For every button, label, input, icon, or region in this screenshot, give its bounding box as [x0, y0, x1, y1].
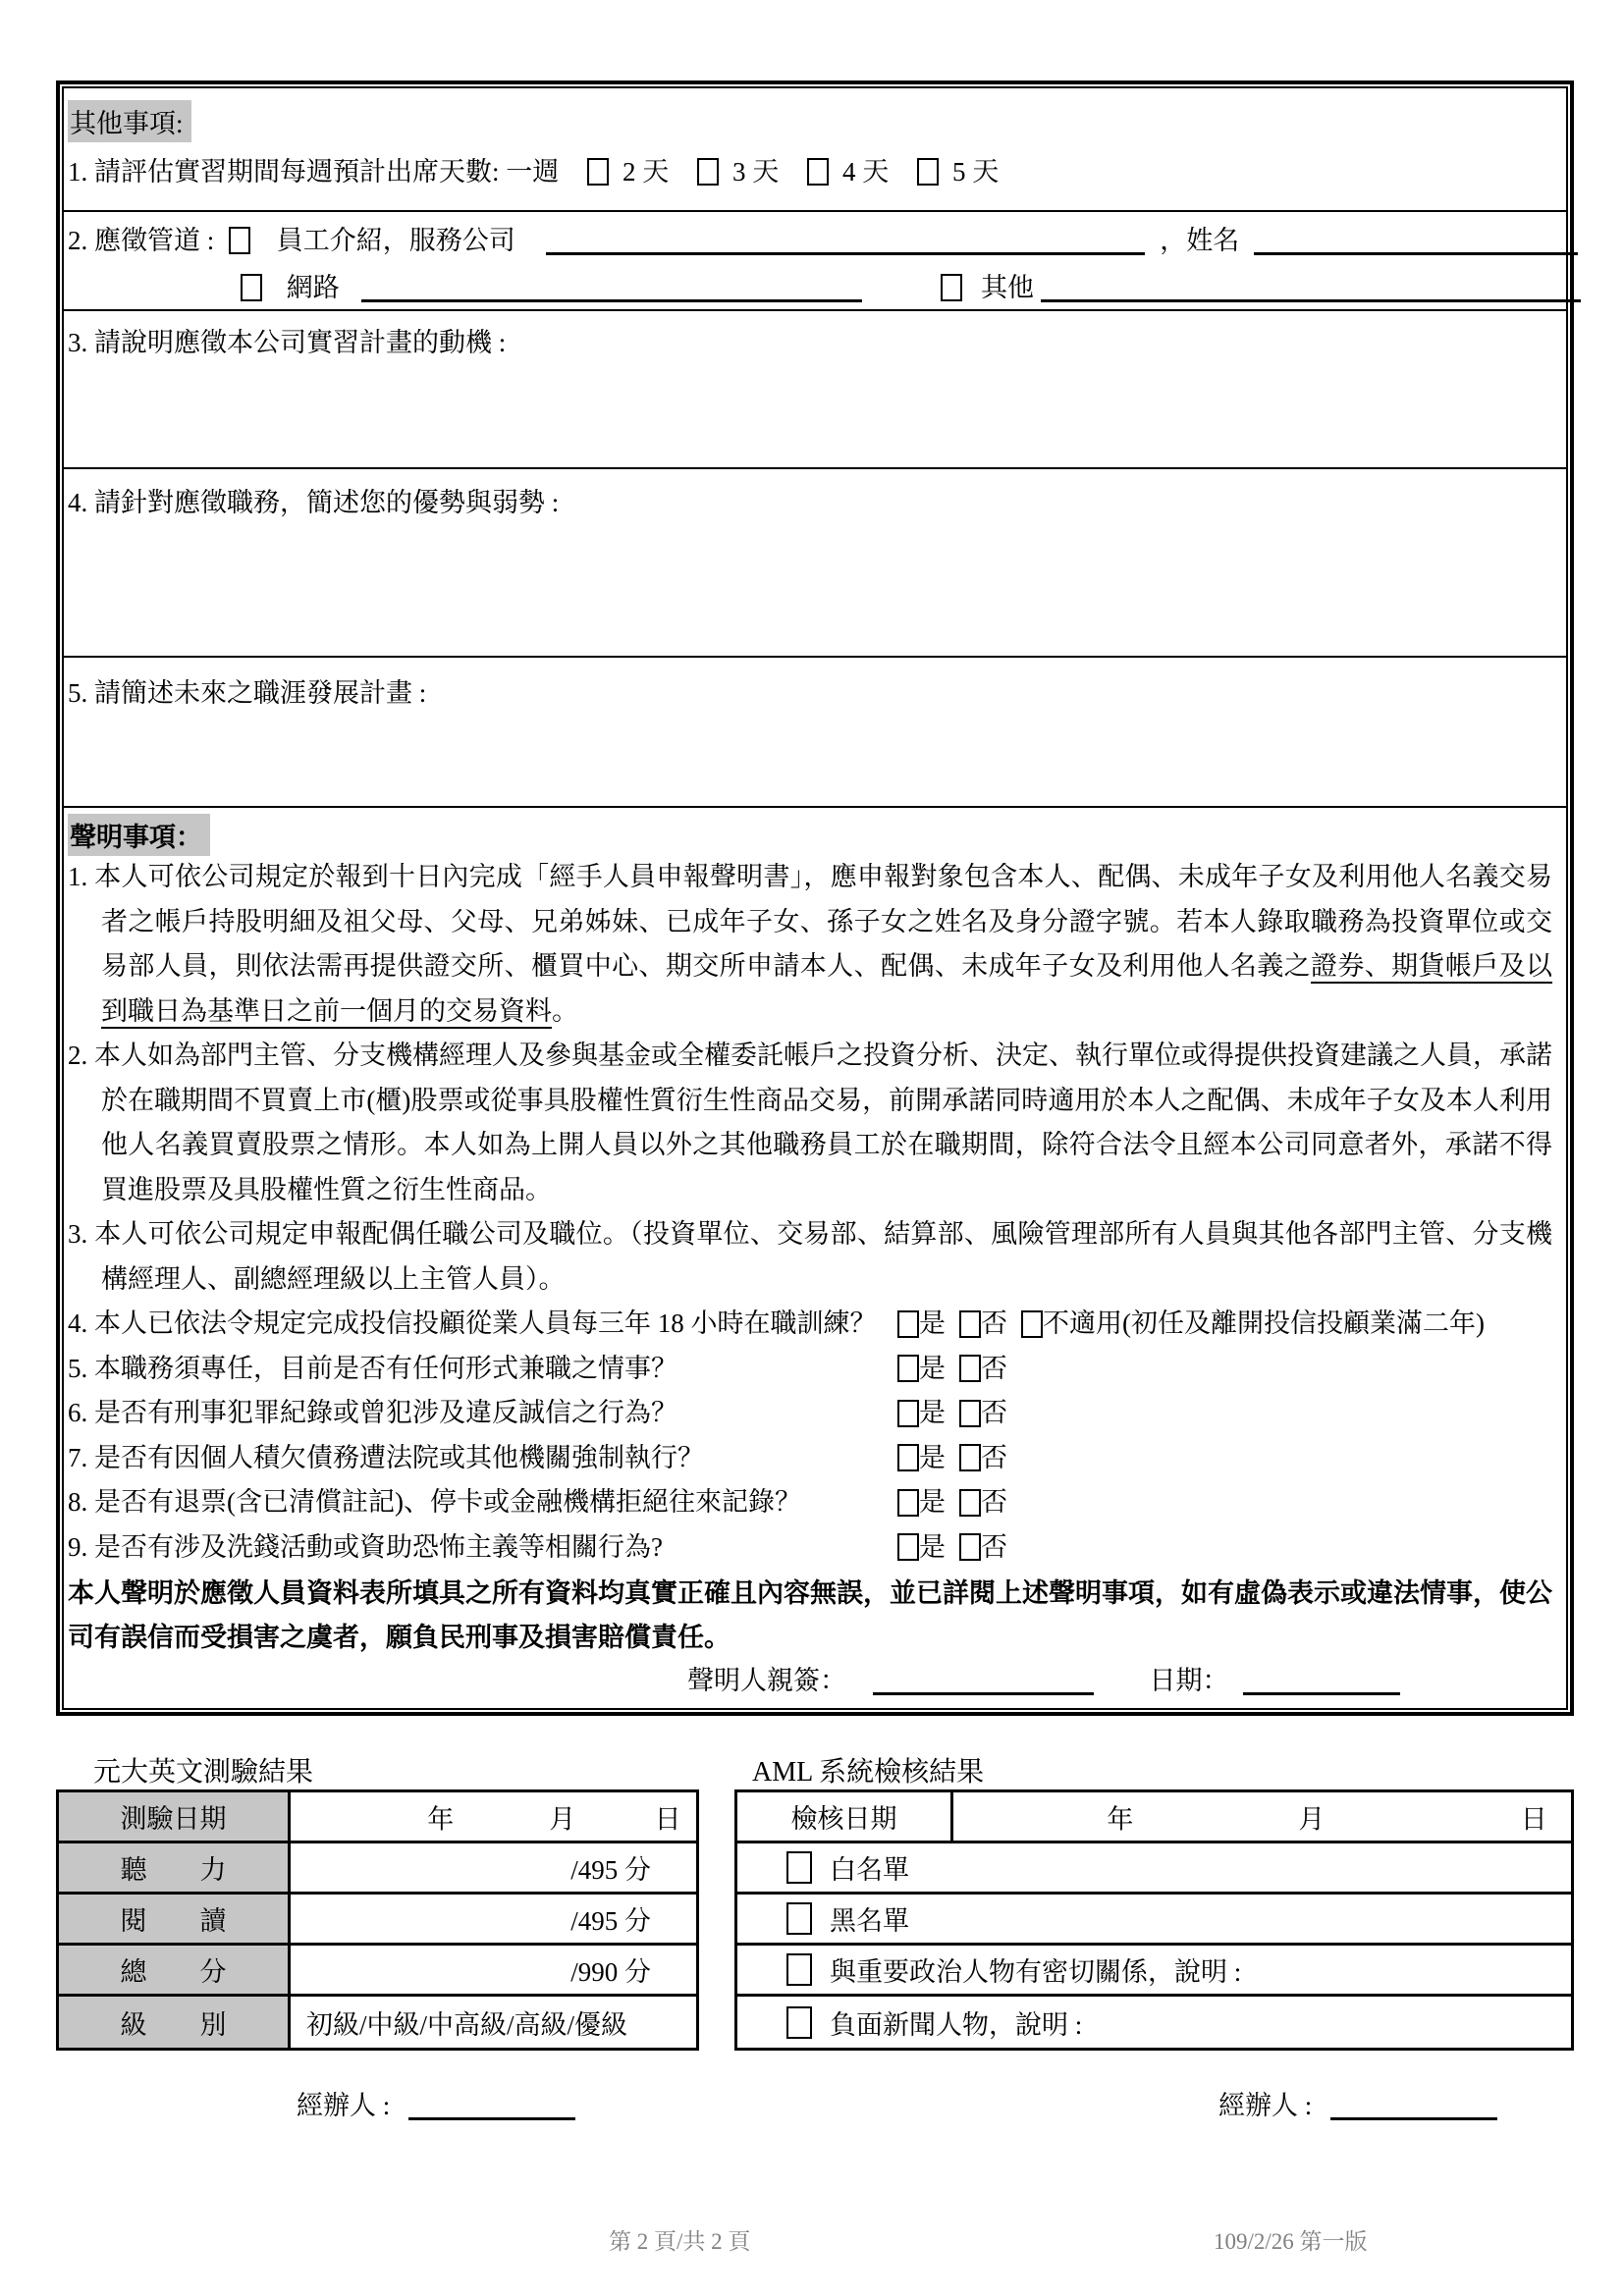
year-label: 年 — [1107, 1804, 1134, 1834]
table-row — [59, 1946, 696, 1997]
checkbox-item4-yes[interactable] — [897, 1310, 919, 1338]
item5-yes-label: 是 — [919, 1353, 946, 1383]
main-form-inner — [62, 86, 1568, 1710]
aml-negative-news-cell — [737, 1997, 1571, 2048]
signature-row — [64, 1660, 1566, 1708]
declaration-item-4-row — [68, 1302, 1552, 1347]
footer-page-number: 第 2 頁/共 2 頁 — [609, 2229, 751, 2254]
aml-date-cell[interactable] — [953, 1792, 1571, 1841]
year-label: 年 — [427, 1804, 455, 1834]
pep-relation-label: 與重要政治人物有密切關係，說明 : — [830, 1957, 1242, 1987]
item4-yes-label: 是 — [919, 1308, 946, 1338]
aml-pep-row — [737, 1946, 1571, 1997]
checkbox-item5-yes[interactable] — [897, 1355, 919, 1382]
aml-operator-blank[interactable] — [1330, 2091, 1497, 2120]
q2-channel-row — [64, 212, 1566, 311]
signer-signature-blank[interactable] — [873, 1666, 1094, 1695]
blacklist-label: 黑名單 — [830, 1906, 909, 1936]
checkbox-3-days[interactable] — [697, 158, 719, 186]
answer-area-strengths[interactable] — [68, 519, 1552, 642]
english-test-table — [56, 1789, 699, 2051]
checkbox-item5-no[interactable] — [959, 1355, 981, 1382]
q1-option-5-days: 5 天 — [952, 157, 1000, 187]
whitelist-label: 白名單 — [830, 1855, 909, 1885]
q2-internet-label: 網路 — [286, 273, 340, 302]
aml-blacklist-cell — [737, 1895, 1571, 1943]
q3-label: 3. 請說明應徵本公司實習計畫的動機 : — [68, 328, 507, 357]
aml-whitelist-row — [737, 1843, 1571, 1895]
item8-yes-label: 是 — [919, 1487, 946, 1517]
footer-version: 109/2/26 第一版 — [1214, 2229, 1368, 2254]
declaration-item-9-question: 9. 是否有涉及洗錢活動或資助恐怖主義等相關行為? — [68, 1531, 663, 1562]
declaration-section-title: 聲明事項： — [68, 814, 210, 856]
checkbox-item9-yes[interactable] — [897, 1533, 919, 1561]
bottom-tables-area — [56, 1750, 1574, 2122]
checkbox-item9-no[interactable] — [959, 1533, 981, 1561]
checkbox-item6-no[interactable] — [959, 1400, 981, 1427]
checkbox-item7-no[interactable] — [959, 1444, 981, 1471]
reading-header: 閱 讀 — [59, 1895, 291, 1943]
declaration-item-1-text: 1. 本人可依公司規定於報到十日內完成「經手人員申報聲明書」，應申報對象包含本人、配偶、未成年子女及利用他人名義交易者之帳戶持股明細及祖父母、父母、兄弟姊妹、已成年子女、孫子女之姓名及身分證字號。若本人錄取職務為投資單位或交易部人員，則依法需再提供證交所、櫃買中心、期交所申請本人、配偶、未成年子女及利用他人名義之 — [68, 862, 1552, 981]
checkbox-internet[interactable] — [241, 274, 262, 301]
q3-motivation-row — [64, 311, 1566, 469]
item4-na-label: 不適用(初任及離開投信投顧業滿二年) — [1043, 1308, 1485, 1338]
blank-referral-company[interactable] — [546, 226, 1145, 255]
operator-label: 經辦人 : — [297, 2091, 391, 2120]
table-row — [59, 1895, 696, 1946]
aml-table — [734, 1789, 1574, 2051]
level-cell[interactable]: 初級/中級/中高級/高級/優級 — [306, 2009, 628, 2040]
english-test-date-row — [59, 1792, 696, 1843]
q5-label: 5. 請簡述未來之職涯發展計畫 : — [68, 678, 427, 708]
day-label: 日 — [1520, 1804, 1547, 1834]
aml-whitelist-cell — [737, 1843, 1571, 1892]
total-score-header: 總 分 — [59, 1946, 291, 1994]
declaration-item-8-row — [68, 1480, 1552, 1525]
q4-strengths-row — [64, 469, 1566, 658]
q2-other-label: 其他 — [981, 273, 1034, 302]
final-declaration-statement: 本人聲明於應徵人員資料表所填具之所有資料均真實正確且內容無誤，並已詳閱上述聲明事項，如有虛偽表示或違法情事，使公司有誤信而受損害之虞者，願負民刑事及損害賠償責任。 — [68, 1578, 1552, 1652]
item5-no-label: 否 — [981, 1353, 1007, 1383]
declaration-item-7-row — [68, 1436, 1552, 1481]
item4-no-label: 否 — [981, 1308, 1007, 1338]
checkbox-other-channel[interactable] — [941, 274, 962, 301]
q2-line1 — [68, 217, 1552, 264]
signer-label: 聲明人親簽： — [687, 1666, 846, 1695]
listening-score-cell[interactable]: /495 分 — [570, 1855, 651, 1885]
declaration-item-8-question: 8. 是否有退票(含已清償註記)、停卡或金融機構拒絕往來記錄？ — [68, 1487, 801, 1517]
item9-no-label: 否 — [981, 1531, 1007, 1562]
answer-area-motivation[interactable] — [68, 359, 1552, 461]
declaration-item-9-row — [68, 1525, 1552, 1571]
checkbox-blacklist[interactable] — [786, 1902, 812, 1935]
declaration-list — [64, 853, 1566, 1570]
aml-negative-news-row — [737, 1997, 1571, 2048]
checkbox-4-days[interactable] — [807, 158, 829, 186]
q2-name-label: ，姓名 — [1160, 226, 1240, 255]
english-test-date-header: 測驗日期 — [59, 1792, 291, 1841]
declaration-section-header — [64, 808, 1566, 853]
checkbox-item8-yes[interactable] — [897, 1489, 919, 1517]
aml-title: AML 系統檢核結果 — [752, 1757, 985, 1788]
english-test-date-cell[interactable] — [291, 1792, 696, 1841]
english-test-operator-blank[interactable] — [408, 2091, 575, 2120]
negative-news-label: 負面新聞人物，說明 : — [830, 2009, 1083, 2040]
aml-blacklist-row — [737, 1895, 1571, 1946]
item8-no-label: 否 — [981, 1487, 1007, 1517]
month-label: 月 — [1298, 1804, 1326, 1834]
declaration-item-7-question: 7. 是否有因個人積欠債務遭法院或其他機關強制執行？ — [68, 1442, 704, 1472]
checkbox-item4-no[interactable] — [959, 1310, 981, 1338]
declaration-item-2: 2. 本人如為部門主管、分支機構經理人及參與基金或全權委託帳戶之投資分析、決定、執行單位或得提供投資建議之人員，承諾於在職期間不買賣上市(櫃)股票或從事具股權性質衍生性商品交易，前開承諾同時適用於本人之配偶、未成年子女及本人利用他人名義買賣股票之情形。本人如為上開人員以外之其他職務員工於在職期間，除符合法令且經本公司同意者外，承諾不得買進股票及具股權性質之衍生性商品。 — [68, 1041, 1552, 1204]
declaration-item-3: 3. 本人可依公司規定申報配偶任職公司及職位。（投資單位、交易部、結算部、風險管理部所有人員與其他各部門主管、分支機構經理人、副總經理級以上主管人員）。 — [68, 1219, 1552, 1294]
day-label: 日 — [654, 1804, 681, 1834]
blank-internet-source[interactable] — [361, 273, 862, 302]
checkbox-2-days[interactable] — [587, 158, 609, 186]
table-row — [59, 1843, 696, 1895]
checkbox-employee-referral[interactable] — [229, 227, 250, 254]
q2-referral-label: 員工介紹，服務公司 — [276, 226, 515, 255]
english-test-title: 元大英文測驗結果 — [93, 1757, 314, 1788]
declaration-item-6-row — [68, 1391, 1552, 1436]
item6-yes-label: 是 — [919, 1398, 946, 1427]
q1-option-3-days: 3 天 — [732, 157, 780, 187]
checkbox-whitelist[interactable] — [786, 1851, 812, 1884]
blank-other-channel[interactable] — [1041, 273, 1581, 302]
checkbox-negative-news[interactable] — [786, 2006, 812, 2039]
total-score-cell[interactable]: /990 分 — [570, 1957, 651, 1987]
checkbox-item4-na[interactable] — [1021, 1310, 1043, 1338]
date-label: 日期： — [1149, 1666, 1229, 1695]
other-section-header — [64, 88, 1566, 137]
q1-label: 1. 請評估實習期間每週預計出席天數: 一週 — [68, 157, 560, 187]
checkbox-5-days[interactable] — [917, 158, 939, 186]
declaration-item-4-question: 4. 本人已依法令規定完成投信投顧從業人員每三年 18 小時在職訓練？ — [68, 1308, 877, 1338]
listening-header: 聽 力 — [59, 1843, 291, 1892]
declaration-item-1 — [68, 855, 1552, 1034]
blank-referrer-name[interactable] — [1254, 226, 1578, 255]
reading-score-cell[interactable]: /495 分 — [570, 1906, 651, 1936]
aml-date-row — [737, 1792, 1571, 1843]
main-form-box — [56, 80, 1574, 1716]
q1-option-2-days: 2 天 — [623, 157, 670, 187]
item9-yes-label: 是 — [919, 1531, 946, 1562]
declaration-item-1-end: 。 — [552, 995, 578, 1026]
declaration-item-1-underlined: 證券、期貨帳戶及以到職日為基準日之前一個月的交易資料 — [101, 951, 1553, 1026]
item6-no-label: 否 — [981, 1398, 1007, 1427]
checkbox-pep-relation[interactable] — [786, 1953, 812, 1986]
english-test-operator-row — [56, 2084, 699, 2122]
declaration-item-5-question: 5. 本職務須專任，目前是否有任何形式兼職之情事？ — [68, 1353, 677, 1383]
aml-operator-row — [734, 2084, 1574, 2122]
signature-date-blank[interactable] — [1243, 1666, 1400, 1695]
aml-column — [734, 1750, 1574, 2122]
item7-no-label: 否 — [981, 1442, 1007, 1472]
q2-line2 — [68, 264, 1552, 311]
declaration-item-5-row — [68, 1347, 1552, 1392]
aml-date-header: 檢核日期 — [737, 1792, 953, 1841]
month-label: 月 — [549, 1804, 576, 1834]
q4-label: 4. 請針對應徵職務，簡述您的優勢與弱勢 : — [68, 488, 560, 517]
operator-label: 經辦人 : — [1218, 2091, 1313, 2120]
q1-attendance-row — [64, 137, 1566, 212]
checkbox-item6-yes[interactable] — [897, 1400, 919, 1427]
q1-option-4-days: 4 天 — [842, 157, 890, 187]
aml-pep-cell — [737, 1946, 1571, 1994]
checkbox-item8-no[interactable] — [959, 1489, 981, 1517]
q5-career-plan-row — [64, 658, 1566, 808]
level-header: 級 別 — [59, 1997, 291, 2048]
declaration-item-6-question: 6. 是否有刑事犯罪紀錄或曾犯涉及違反誠信之行為？ — [68, 1398, 677, 1427]
checkbox-item7-yes[interactable] — [897, 1444, 919, 1471]
table-row — [59, 1997, 696, 2048]
q2-label: 2. 應徵管道 : — [68, 226, 215, 255]
english-test-column — [56, 1750, 699, 2122]
other-section-title: 其他事項: — [68, 100, 191, 142]
answer-area-career-plan[interactable] — [68, 710, 1552, 804]
item7-yes-label: 是 — [919, 1442, 946, 1472]
